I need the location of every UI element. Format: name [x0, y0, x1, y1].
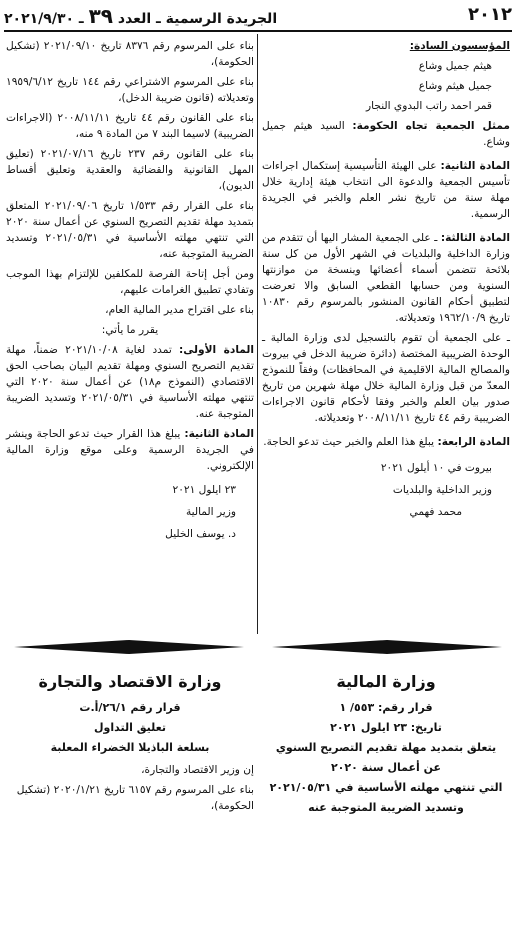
separator-right [272, 640, 502, 654]
economy-decision-number: قرار رقم ٢٦/١/أ.ت [79, 701, 181, 714]
founder-3: قمر احمد راتب البدوي النجار [366, 100, 492, 112]
economy-body [6, 762, 254, 814]
recital-6: ومن أجل إتاحة الفرصة للمكلفين للإلتزام بهذا الموجب وتفادي تطبيق الغرامات عليهم، [6, 268, 254, 296]
issue-number: ٣٩ [88, 4, 114, 28]
article-4 [262, 434, 510, 450]
left-column [6, 38, 254, 548]
article-4-label: المادة الرابعة: [437, 436, 510, 448]
recital-4: بناء على القانون رقم ٢٣٧ تاريخ ٢٠٢١/٠٧/١٦ (تعليق المهل القانونية والقضائية والعقدية وتعليق أقساط الديون)، [6, 148, 254, 192]
founders-title: المؤسسون السادة: [409, 40, 510, 52]
left-article-2-text: يبلغ هذا القرار حيث تدعو الحاجة وينشر في الجريدة الرسمية وعلى موقع وزارة المالية الإلكتروني. [6, 428, 254, 472]
left-article-2-label: المادة الثانية: [184, 428, 254, 440]
header-info [4, 4, 277, 28]
left-signature [6, 482, 254, 542]
article-2-label: المادة الثانية: [440, 160, 510, 172]
left-sign-date: ٢٣ ايلول ٢٠٢١ [172, 484, 236, 496]
left-article-1 [6, 342, 254, 422]
recital-5: بناء على القرار رقم ١/٥٣٣ تاريخ ٢٠٢١/٠٩/٠٦ المتعلق بتمديد مهلة تقديم التصريح السنوي عن أعمال سنة ٢٠٢٠ التي تنتهي مهلته الأساسية في ٢٠٢١/٠٥/٣١ وتسديد الضريبة المتوجبة عنه، [6, 200, 254, 260]
recital-3: بناء على القانون رقم ٤٤ تاريخ ٢٠٠٨/١١/١١ (الاجراءات الضريبية) لاسيما البند ٧ من المادة ٩ منه، [6, 112, 254, 140]
recital-7: بناء على اقتراح مدير المالية العام، [105, 304, 254, 316]
government-rep [262, 118, 510, 150]
right-column [262, 38, 510, 526]
left-article-1-text: تمدد لغاية ٢٠٢١/١٠/٠٨ ضمناً، مهلة تقديم التصريح السنوي ومهلة تقديم البيان بصاحب الحق الاقتصادي (النموذج م١٨) عن أعمال سنة ٢٠٢٠ التي تنتهي مهلته الأساسية في ٢٠٢١/٠٥/٣١ وتسديد الضريبة المتوجبة عنه. [6, 344, 254, 420]
economy-subject-2: بسلعة الباذيلا الخضراء المعلبة [50, 741, 210, 754]
recital-2: بناء على المرسوم الاشتراعي رقم ١٤٤ تاريخ ١٩٥٩/٦/١٢ وتعديلاته (قانون ضريبة الدخل)، [6, 76, 254, 104]
founder-2: جميل هيثم وشاع [418, 80, 492, 92]
column-divider [257, 34, 258, 634]
finance-decision-date: تاريخ: ٢٣ ايلول ٢٠٢١ [330, 721, 442, 734]
finance-subject-1: يتعلق بتمديد مهلة تقديم التصريح السنوي [275, 741, 497, 754]
finance-subject-2: عن أعمال سنة ٢٠٢٠ [330, 761, 442, 774]
finance-section [262, 672, 510, 818]
finance-ministry-title: وزارة المالية [336, 672, 436, 691]
article-3-label: المادة الثالثة: [440, 232, 510, 244]
left-sign-name: د. يوسف الخليل [165, 528, 236, 540]
gazette-title: الجريدة الرسمية ـ العدد [117, 11, 278, 27]
separator-left [14, 640, 244, 654]
economy-recital-2: بناء على المرسوم رقم ٦١٥٧ تاريخ ٢٠٢٠/١/٢١ (تشكيل الحكومة)، [16, 784, 254, 812]
article-3-text: ـ على الجمعية المشار اليها أن تتقدم من وزارة الداخلية والبلديات في الشهر الأول من كل سنة بلائحة تتضمن أسماء أعضائها وبنسخة من موازنتها السنوية ومن حسابها القطعي السابق والا تعرضت لتطبيق أحكام القانون المنشور بالمرسوم رقم ١٠٨٣٠ تاريخ ١٩٦٢/١٠/٩ وتعديلاته. [262, 232, 510, 324]
article-3 [262, 230, 510, 326]
page-number: ٢٠١٢ [468, 4, 512, 25]
left-article-2 [6, 426, 254, 474]
economy-subject-1: تعليق التداول [94, 721, 166, 734]
page-header [4, 4, 512, 32]
sign-title: وزير الداخلية والبلديات [392, 484, 492, 496]
left-article-1-label: المادة الأولى: [179, 344, 255, 356]
left-sign-title: وزير المالية [185, 506, 236, 518]
founder-1: هيثم جميل وشاع [418, 60, 492, 72]
article-2 [262, 158, 510, 222]
rep-label: ممثل الجمعية تجاه الحكومة: [352, 120, 510, 132]
economy-ministry-title: وزارة الاقتصاد والتجارة [38, 672, 222, 691]
economy-section [6, 672, 254, 818]
recital-1: بناء على المرسوم رقم ٨٣٧٦ تاريخ ٢٠٢١/٠٩/١٠ (تشكيل الحكومة)، [6, 40, 254, 68]
rep-value: السيد هيثم جميل وشاع. [262, 120, 510, 148]
sign-place: بيروت في ١٠ أيلول ٢٠٢١ [380, 462, 492, 474]
finance-subject-3: التي تنتهي مهلته الأساسية في ٢٠٢١/٠٥/٣١ [269, 781, 503, 794]
sign-name: محمد فهمي [409, 506, 462, 518]
article-3-text-2: ـ على الجمعية أن تقوم بالتسجيل لدى وزارة المالية ـ الوحدة الضريبية المختصة (دائرة ضريبة الدخل في بيروت والمصالح المالية الاقليمية في المحافظات) وفقاً للنموذج المعدّ من قبل وزارة المالية خلال مهلة شهرين من تاريخ صدور بيان العلم والخبر وفقا لأحكام قانون الاجراءات الضريبية رقم ٤٤ تاريخ ٢٠٠٨/١١/١١ وتعديلاته. [262, 332, 510, 424]
economy-recital-1: إن وزير الاقتصاد والتجارة، [141, 764, 254, 776]
decides-line: يقرر ما يأتي: [101, 324, 159, 336]
right-signature [262, 460, 510, 520]
finance-subject-4: وتسديد الضريبة المتوجبة عنه [308, 801, 464, 814]
header-divider [4, 30, 512, 32]
finance-decision-number: قرار رقم: ٥٥٣/ ١ [339, 701, 433, 714]
article-2-text: على الهيئة التأسيسية إستكمال اجراءات تأسيس الجمعية والدعوة الى انتخاب هيئة إدارية خلال مهلة سنة من تاريخ نشر العلم والخبر في الجريدة الرسمية. [262, 160, 510, 220]
article-4-text: يبلغ هذا العلم والخبر حيث تدعو الحاجة. [263, 436, 435, 448]
issue-date: ـ ٢٠٢١/٩/٣٠ [4, 11, 84, 27]
